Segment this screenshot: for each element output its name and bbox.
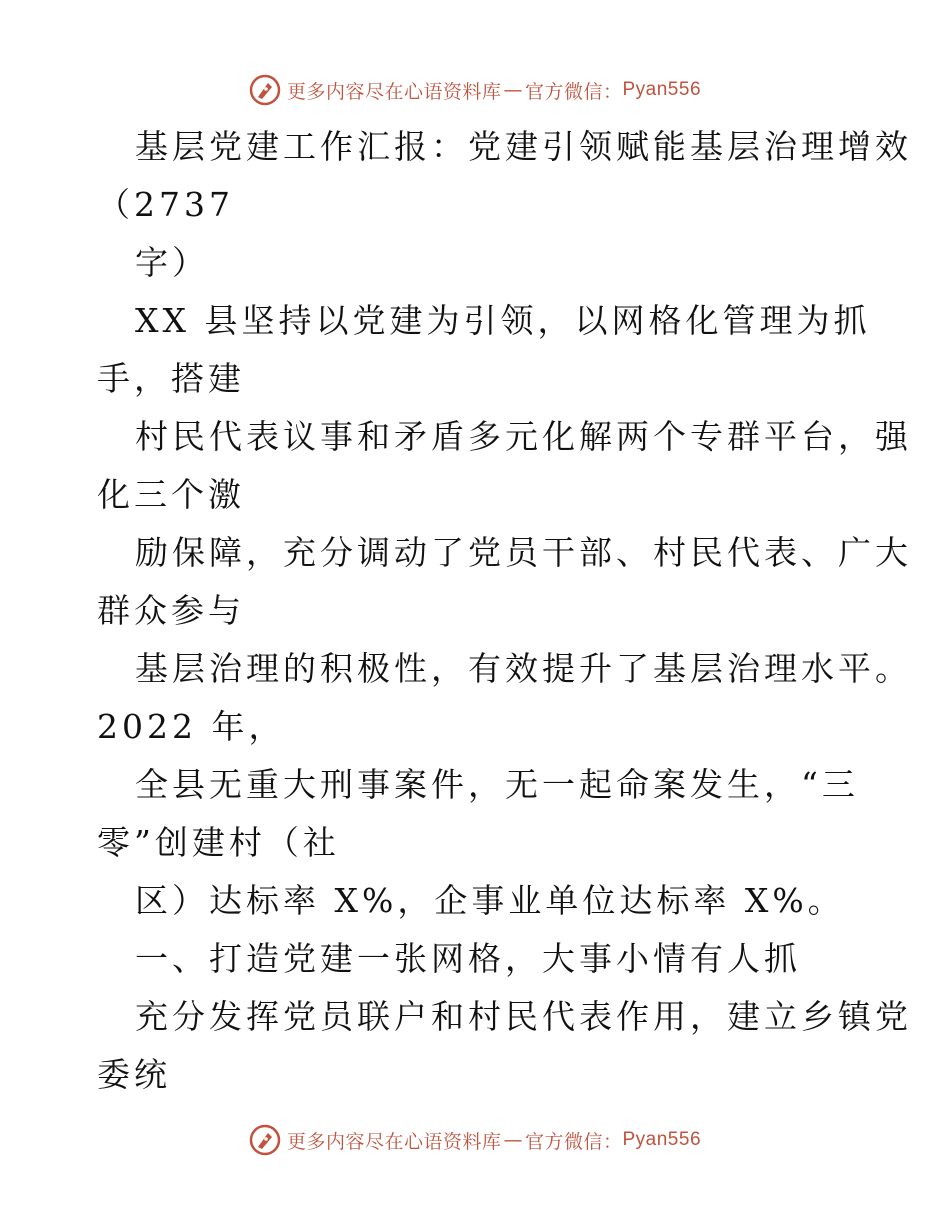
watermark-wechat-id: Pyan556: [622, 79, 702, 100]
paragraph-line: 励保障，充分调动了党员干部、村民代表、广大: [135, 533, 912, 572]
paragraph-line: 充分发挥党员联户和村民代表作用，建立乡镇党: [135, 997, 912, 1036]
paragraph-line: 2022 年，: [97, 707, 286, 746]
paragraph-line: 委统: [97, 1055, 171, 1094]
watermark-wechat-label: 官方微信：: [524, 80, 623, 103]
document-title-line-2: （2737: [97, 185, 234, 224]
watermark-text: 更多内容尽在心语资料库: [286, 80, 502, 103]
paragraph-line: 基层治理的积极性，有效提升了基层治理水平。: [135, 649, 912, 688]
pen-nib-logo-icon: [249, 1124, 281, 1156]
document-title-line-1: 基层党建工作汇报：党建引领赋能基层治理增效: [135, 127, 912, 166]
watermark-text: 更多内容尽在心语资料库: [286, 1130, 502, 1153]
paragraph-line: 化三个激: [97, 475, 245, 514]
paragraph-line: 区）达标率 X%，企事业单位达标率 X%。: [135, 881, 845, 920]
paragraph-line: 全县无重大刑事案件，无一起命案发生，“三: [135, 765, 859, 804]
header-watermark: [0, 70, 950, 110]
watermark-separator: —: [503, 1129, 523, 1151]
footer-watermark: [0, 1120, 950, 1160]
watermark-wechat-label: 官方微信：: [524, 1130, 623, 1153]
paragraph-line: 手，搭建: [97, 359, 245, 398]
pen-nib-logo-icon: [249, 74, 281, 106]
document-title-line-3: 字）: [135, 243, 209, 282]
document-body: [97, 118, 912, 1104]
paragraph-line: 群众参与: [97, 591, 245, 630]
section-heading: 一、打造党建一张网格，大事小情有人抓: [135, 939, 801, 978]
paragraph-line: XX 县坚持以党建为引领，以网格化管理为抓: [135, 301, 871, 340]
paragraph-line: 村民代表议事和矛盾多元化解两个专群平台，强: [135, 417, 912, 456]
paragraph-line: 零”创建村（社: [97, 823, 340, 862]
watermark-separator: —: [503, 79, 523, 101]
watermark-wechat-id: Pyan556: [622, 1129, 702, 1150]
